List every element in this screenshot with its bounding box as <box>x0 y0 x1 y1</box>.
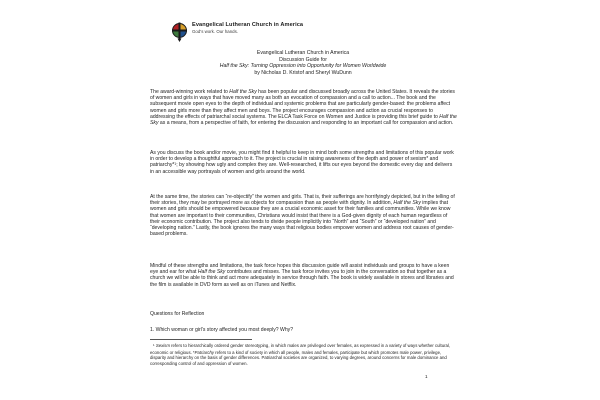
title-line-3-book-title: Half the Sky: Turning Oppression into Opportunity for Women Worldwide <box>219 63 387 69</box>
footnote-text: $^1$ Sexism refers to hierarchically ordered gender stereotyping, in which males are privileged over females, as expressed in a variety of ways whether cultural, economic or religious. *Patriarchy refers to a kind of society in which all people, males and females, participate but which promotes male power, privilege, disparity and hierarchy on the basis of gender differences. Patriarchal societies are organized, to varying degrees, around concerns for male dominance and corresponding control of and oppression of women. <box>150 342 451 366</box>
org-name: Evangelical Lutheran Church in America <box>192 22 304 28</box>
title-line-1: Evangelical Lutheran Church in America <box>256 50 350 56</box>
question-1: 1. Which woman or girl’s story affected you most deeply? Why? <box>150 327 294 333</box>
title-line-2: Discussion Guide for <box>279 56 327 63</box>
title-block <box>150 50 456 76</box>
title-line-4-authors: by Nicholas D. Kristof and Sheryl WuDunn <box>254 69 352 76</box>
header-text <box>192 22 303 35</box>
paragraph-1: The award-winning work related to Half the Sky has been popular and discussed broadly across the United States. It reveals the stories of women and girls in ways that have moved many as both an evocation of compassion and a call to action... The book and the subsequent movie open eyes to the depth of individual and systemic problems that are particularly gender-based: the problems affect women and girls more than they affect men and boys. The project encourages compassion and action as crucial responses to addressing the effects of patriarchal social systems. The ELCA Task Force on Women and Justice is providing this brief guide to Half the Sky as a means, from a perspective of faith, for entering the discussion and responding to an important call for compassion and action. <box>150 89 457 127</box>
paragraph-3: At the same time, the stories can “re-objectify” the women and girls. That is, their sufferings are horrifyingly depicted, but in the telling of their stories, they may be portrayed more as objects for compassion than as people with dignity. In addition, Half the Sky implies that women and girls should be empowered because they are a crucial economic asset for their families and communities. While we know that women are important to their communities, Christians would insist that there is a God-given dignity of each human regardless of their economic contribution. The project also tends to divide people implicitly into “North” and “South” or “developed nation” and “developing nation.” Lastly, the book ignores the many ways that religious bodies empower women and address root causes of gender-based problems. <box>150 194 455 238</box>
footnote-divider <box>150 339 252 340</box>
page-number: 1 <box>425 374 428 379</box>
questions-heading: Questions for Reflection <box>150 311 205 317</box>
paragraph-4: Mindful of these strengths and limitations, the task force hopes this discussion guide will assist individuals and groups to have a keen eye and ear for what Half the Sky contributes and misses. The task force invites you to join in the conversation so that together as a church we will be able to think and act more adequately in service through faith. The book is widely available in stores and libraries and the film is available in DVD form as well as on iTunes and Netflix. <box>150 263 454 288</box>
paragraph-2: As you discuss the book and/or movie, you might find it helpful to keep in mind both some strengths and limitations of this popular work in order to develop a thoughtful approach to it. The project is crucial in raising awareness of the depth and power of sexism* and patriarchy*$^1$; by showing how ugly and complex they are. Well-researched, it lifts our eyes beyond the domestic every day and delivers in an accessible way portrayals of women and girls around the world. <box>150 150 454 175</box>
header-logo-block <box>171 22 303 42</box>
org-tagline: God’s work. Our hands. <box>192 29 239 34</box>
elca-cross-emblem-icon <box>171 22 188 42</box>
